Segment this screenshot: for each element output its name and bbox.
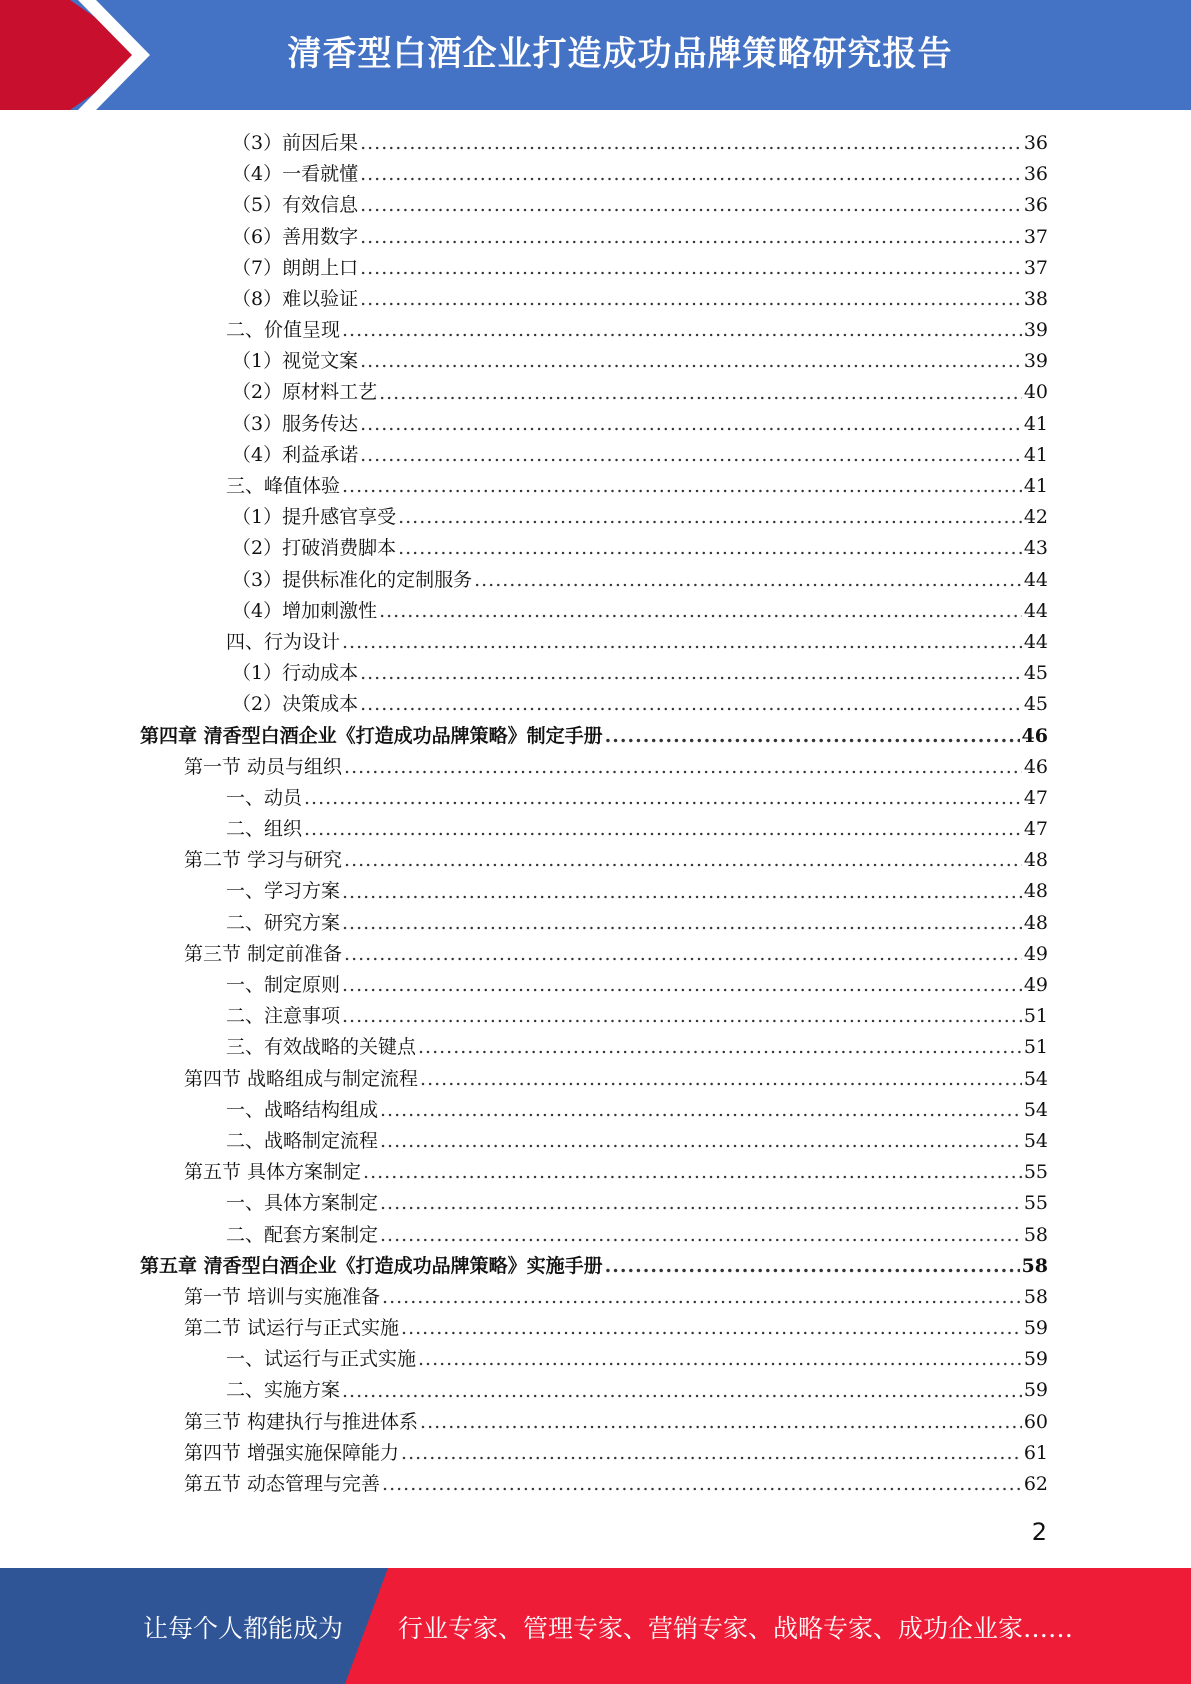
toc-entry-page: 54 xyxy=(1023,1129,1048,1152)
toc-entry[interactable] xyxy=(140,596,1048,627)
toc-entry[interactable] xyxy=(140,1001,1048,1032)
toc-entry-page: 41 xyxy=(1023,412,1048,435)
toc-dot-leader xyxy=(360,658,1022,689)
toc-entry-title: 第三节 制定前准备 xyxy=(184,942,343,965)
toc-entry[interactable] xyxy=(140,471,1048,502)
toc-entry[interactable] xyxy=(140,627,1048,658)
toc-dot-leader xyxy=(401,1438,1022,1469)
toc-entry-title: 一、制定原则 xyxy=(226,974,341,997)
toc-dot-leader xyxy=(342,877,1022,908)
toc-entry[interactable] xyxy=(140,783,1048,814)
toc-entry[interactable] xyxy=(140,190,1048,221)
toc-entry-page: 54 xyxy=(1023,1067,1048,1090)
toc-entry-title: （1）视觉文案 xyxy=(232,350,359,373)
toc-entry-title: 二、实施方案 xyxy=(226,1379,341,1402)
toc-entry[interactable] xyxy=(140,1469,1048,1500)
toc-entry-page: 46 xyxy=(1023,755,1048,778)
toc-dot-leader xyxy=(360,284,1022,315)
toc-entry-page: 37 xyxy=(1023,256,1048,279)
toc-entry-title: 第五节 具体方案制定 xyxy=(184,1161,362,1184)
toc-entry-title: 一、试运行与正式实施 xyxy=(226,1348,417,1371)
toc-entry-title: （2）原材料工艺 xyxy=(232,381,378,404)
toc-entry-title: （1）行动成本 xyxy=(232,662,359,685)
toc-entry[interactable] xyxy=(140,721,1048,752)
toc-entry-page: 61 xyxy=(1023,1441,1048,1464)
toc-entry[interactable] xyxy=(140,939,1048,970)
toc-entry-page: 42 xyxy=(1023,506,1048,529)
toc-entry-title: （3）前因后果 xyxy=(232,131,359,154)
toc-dot-leader xyxy=(342,1376,1022,1407)
toc-dot-leader xyxy=(360,128,1022,159)
toc-entry-title: 三、峰值体验 xyxy=(226,475,341,498)
toc-entry[interactable] xyxy=(140,752,1048,783)
toc-dot-leader xyxy=(382,1469,1022,1500)
toc-entry[interactable] xyxy=(140,378,1048,409)
page-header xyxy=(0,0,1191,110)
toc-entry-title: （8）难以验证 xyxy=(232,287,359,310)
toc-entry-page: 51 xyxy=(1023,1036,1048,1059)
toc-entry-title: 第一节 培训与实施准备 xyxy=(184,1285,381,1308)
toc-dot-leader xyxy=(342,970,1022,1001)
toc-entry-page: 39 xyxy=(1023,350,1048,373)
toc-entry-page: 62 xyxy=(1023,1473,1048,1496)
toc-entry[interactable] xyxy=(140,658,1048,689)
toc-dot-leader xyxy=(363,1157,1022,1188)
toc-entry-title: 二、注意事项 xyxy=(226,1005,341,1028)
toc-entry[interactable] xyxy=(140,253,1048,284)
toc-dot-leader xyxy=(360,409,1022,440)
toc-dot-leader xyxy=(304,783,1022,814)
table-of-contents xyxy=(140,128,1048,1500)
toc-entry-page: 58 xyxy=(1023,1285,1048,1308)
toc-entry[interactable] xyxy=(140,222,1048,253)
toc-dot-leader xyxy=(474,565,1022,596)
toc-entry[interactable] xyxy=(140,440,1048,471)
toc-entry-page: 49 xyxy=(1023,974,1048,997)
toc-dot-leader xyxy=(605,721,1020,752)
toc-entry-page: 55 xyxy=(1023,1192,1048,1215)
toc-entry-page: 58 xyxy=(1023,1223,1048,1246)
toc-entry-page: 36 xyxy=(1023,163,1048,186)
toc-entry[interactable] xyxy=(140,533,1048,564)
toc-dot-leader xyxy=(360,440,1022,471)
toc-entry[interactable] xyxy=(140,159,1048,190)
toc-entry-page: 45 xyxy=(1023,662,1048,685)
toc-dot-leader xyxy=(360,689,1022,720)
toc-entry-title: 二、组织 xyxy=(226,818,303,841)
toc-entry-page: 51 xyxy=(1023,1005,1048,1028)
toc-dot-leader xyxy=(360,222,1022,253)
toc-entry-title: 第二节 学习与研究 xyxy=(184,849,343,872)
toc-entry-title: （7）朗朗上口 xyxy=(232,256,359,279)
toc-entry-page: 48 xyxy=(1023,880,1048,903)
toc-dot-leader xyxy=(398,502,1022,533)
toc-entry-title: 第一节 动员与组织 xyxy=(184,755,343,778)
toc-entry[interactable] xyxy=(140,1157,1048,1188)
toc-entry-title: 一、具体方案制定 xyxy=(226,1192,379,1215)
toc-entry-title: 四、行为设计 xyxy=(226,630,341,653)
toc-entry-page: 54 xyxy=(1023,1098,1048,1121)
toc-entry-page: 48 xyxy=(1023,911,1048,934)
toc-entry-title: （4）一看就懂 xyxy=(232,163,359,186)
toc-entry-title: 第五章 清香型白酒企业《打造成功品牌策略》实施手册 xyxy=(140,1254,603,1277)
toc-dot-leader xyxy=(380,1220,1022,1251)
toc-entry-title: （3）服务传达 xyxy=(232,412,359,435)
toc-entry-page: 44 xyxy=(1023,568,1048,591)
toc-dot-leader xyxy=(380,1126,1022,1157)
toc-entry[interactable] xyxy=(140,970,1048,1001)
toc-entry-page: 59 xyxy=(1023,1317,1048,1340)
toc-entry[interactable] xyxy=(140,565,1048,596)
toc-entry-page: 60 xyxy=(1023,1410,1048,1433)
toc-dot-leader xyxy=(420,1407,1022,1438)
toc-dot-leader xyxy=(380,1188,1022,1219)
toc-entry-title: （1）提升感官享受 xyxy=(232,506,397,529)
toc-entry[interactable] xyxy=(140,814,1048,845)
toc-entry-title: 第五节 动态管理与完善 xyxy=(184,1473,381,1496)
toc-entry-title: （6）善用数字 xyxy=(232,225,359,248)
toc-dot-leader xyxy=(344,845,1022,876)
toc-entry-title: 第四节 战略组成与制定流程 xyxy=(184,1067,419,1090)
toc-entry-page: 49 xyxy=(1023,942,1048,965)
toc-entry-title: 第四章 清香型白酒企业《打造成功品牌策略》制定手册 xyxy=(140,724,603,747)
toc-entry-title: 二、配套方案制定 xyxy=(226,1223,379,1246)
footer-slogan-left: 让每个人都能成为 xyxy=(143,1614,344,1643)
toc-dot-leader xyxy=(360,253,1022,284)
page-number: 2 xyxy=(1031,1518,1047,1546)
toc-entry-title: 二、战略制定流程 xyxy=(226,1129,379,1152)
toc-dot-leader xyxy=(398,533,1022,564)
toc-entry-title: （3）提供标准化的定制服务 xyxy=(232,568,473,591)
toc-entry-title: （2）打破消费脚本 xyxy=(232,537,397,560)
toc-entry[interactable] xyxy=(140,1282,1048,1313)
toc-entry-page: 44 xyxy=(1023,630,1048,653)
toc-dot-leader xyxy=(401,1313,1022,1344)
toc-entry[interactable] xyxy=(140,284,1048,315)
toc-dot-leader xyxy=(360,346,1022,377)
toc-entry[interactable] xyxy=(140,1438,1048,1469)
toc-entry-page: 36 xyxy=(1023,194,1048,217)
toc-entry[interactable] xyxy=(140,1376,1048,1407)
toc-entry-page: 47 xyxy=(1023,818,1048,841)
toc-entry-title: （4）增加刺激性 xyxy=(232,599,378,622)
toc-entry-page: 46 xyxy=(1021,724,1048,747)
toc-dot-leader xyxy=(342,1001,1022,1032)
toc-entry[interactable] xyxy=(140,502,1048,533)
toc-entry[interactable] xyxy=(140,346,1048,377)
toc-entry[interactable] xyxy=(140,1126,1048,1157)
toc-entry-title: 一、学习方案 xyxy=(226,880,341,903)
toc-dot-leader xyxy=(380,1095,1022,1126)
footer-slogan-right: 行业专家、管理专家、营销专家、战略专家、成功企业家…… xyxy=(398,1614,1074,1643)
toc-entry-page: 47 xyxy=(1023,786,1048,809)
toc-entry-page: 40 xyxy=(1023,381,1048,404)
toc-dot-leader xyxy=(379,596,1022,627)
toc-entry-page: 59 xyxy=(1023,1348,1048,1371)
toc-entry-page: 36 xyxy=(1023,131,1048,154)
toc-entry-title: 二、价值呈现 xyxy=(226,319,341,342)
toc-entry[interactable] xyxy=(140,1095,1048,1126)
toc-entry-page: 43 xyxy=(1023,537,1048,560)
toc-entry-title: （5）有效信息 xyxy=(232,194,359,217)
toc-entry-page: 59 xyxy=(1023,1379,1048,1402)
toc-entry[interactable] xyxy=(140,128,1048,159)
toc-entry[interactable] xyxy=(140,1032,1048,1063)
toc-entry[interactable] xyxy=(140,1251,1048,1282)
toc-entry[interactable] xyxy=(140,908,1048,939)
toc-entry-page: 38 xyxy=(1023,287,1048,310)
toc-entry-page: 45 xyxy=(1023,693,1048,716)
toc-dot-leader xyxy=(360,159,1022,190)
toc-entry[interactable] xyxy=(140,315,1048,346)
toc-entry-title: 三、有效战略的关键点 xyxy=(226,1036,417,1059)
toc-entry[interactable] xyxy=(140,1188,1048,1219)
toc-entry-title: 一、动员 xyxy=(226,786,303,809)
toc-dot-leader xyxy=(344,939,1022,970)
toc-dot-leader xyxy=(342,627,1022,658)
toc-entry-page: 37 xyxy=(1023,225,1048,248)
toc-dot-leader xyxy=(304,814,1022,845)
toc-entry-page: 44 xyxy=(1023,599,1048,622)
toc-dot-leader xyxy=(344,752,1022,783)
toc-entry-page: 55 xyxy=(1023,1161,1048,1184)
toc-entry-title: （4）利益承诺 xyxy=(232,443,359,466)
toc-dot-leader xyxy=(605,1251,1020,1282)
toc-entry-title: 第二节 试运行与正式实施 xyxy=(184,1317,400,1340)
toc-dot-leader xyxy=(382,1282,1022,1313)
toc-entry-page: 39 xyxy=(1023,319,1048,342)
toc-entry-title: （2）决策成本 xyxy=(232,693,359,716)
toc-entry[interactable] xyxy=(140,845,1048,876)
toc-dot-leader xyxy=(342,315,1022,346)
toc-entry[interactable] xyxy=(140,1344,1048,1375)
toc-entry-page: 41 xyxy=(1023,443,1048,466)
toc-entry-title: 第三节 构建执行与推进体系 xyxy=(184,1410,419,1433)
toc-entry-page: 58 xyxy=(1021,1254,1048,1277)
toc-entry[interactable] xyxy=(140,409,1048,440)
toc-entry-title: 一、战略结构组成 xyxy=(226,1098,379,1121)
toc-entry-page: 41 xyxy=(1023,475,1048,498)
toc-dot-leader xyxy=(418,1344,1022,1375)
toc-dot-leader xyxy=(418,1032,1022,1063)
toc-entry[interactable] xyxy=(140,877,1048,908)
toc-dot-leader xyxy=(379,378,1022,409)
header-red-arrow xyxy=(0,0,150,110)
toc-entry[interactable] xyxy=(140,1313,1048,1344)
toc-entry-title: 二、研究方案 xyxy=(226,911,341,934)
toc-entry[interactable] xyxy=(140,1220,1048,1251)
toc-entry[interactable] xyxy=(140,1407,1048,1438)
report-title: 清香型白酒企业打造成功品牌策略研究报告 xyxy=(287,34,953,74)
toc-dot-leader xyxy=(342,471,1022,502)
toc-entry-page: 48 xyxy=(1023,849,1048,872)
toc-entry-title: 第四节 增强实施保障能力 xyxy=(184,1441,400,1464)
toc-dot-leader xyxy=(360,190,1022,221)
toc-dot-leader xyxy=(420,1064,1022,1095)
toc-entry[interactable] xyxy=(140,689,1048,720)
toc-dot-leader xyxy=(342,908,1022,939)
toc-entry[interactable] xyxy=(140,1064,1048,1095)
page-footer xyxy=(0,1568,1191,1684)
